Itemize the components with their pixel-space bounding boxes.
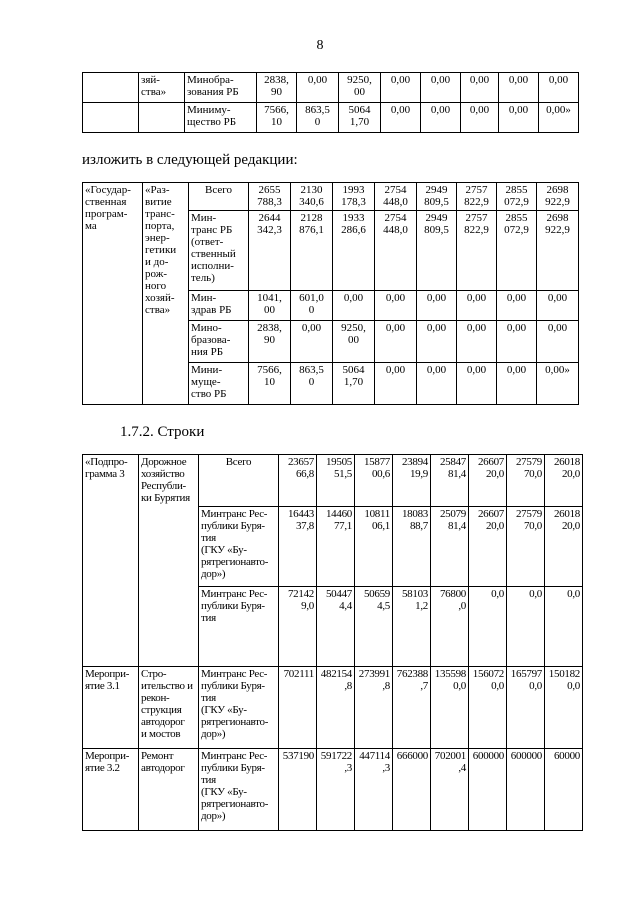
table-cell: 0,0	[545, 587, 583, 667]
table-cell: 0,00	[497, 291, 537, 321]
table-cell: 2855 072,9	[497, 183, 537, 211]
table-cell: 72142 9,0	[279, 587, 317, 667]
table-cell: 0,00	[417, 363, 457, 405]
table-cell: 0,00	[499, 103, 539, 133]
table-cell: 2128 876,1	[291, 211, 333, 291]
table-cell: 2655 788,3	[249, 183, 291, 211]
section-heading: 1.7.2. Строки	[120, 424, 205, 440]
table-cell: Всего	[199, 455, 279, 507]
table-cell: зяй- ства»	[139, 73, 185, 103]
table-cell: 2698 922,9	[537, 211, 579, 291]
table-cell: 273991 ,8	[355, 667, 393, 749]
table-cell: 25847 81,4	[431, 455, 469, 507]
measure-cell: Меропри- ятие 3.1	[83, 667, 139, 749]
table-cell: 0,00	[421, 103, 461, 133]
table-cell: 1933 286,6	[333, 211, 375, 291]
table-cell: 0,00	[497, 363, 537, 405]
table-cell: 7566, 10	[257, 103, 297, 133]
top-table	[82, 72, 579, 133]
table-cell: Мин- транс РБ (ответ- ственный исполни- тель)	[189, 211, 249, 291]
table-cell: 0,00	[417, 321, 457, 363]
table-cell: 58103 1,2	[393, 587, 431, 667]
table-cell: 27579 70,0	[507, 507, 545, 587]
table-cell: 26018 20,0	[545, 507, 583, 587]
table-cell: 0,00	[375, 363, 417, 405]
table-cell: 135598 0,0	[431, 667, 469, 749]
table-cell: Миниму- щество РБ	[185, 103, 257, 133]
table-cell: 0,00	[457, 291, 497, 321]
table-cell: 150182 0,0	[545, 667, 583, 749]
subprogram-name-cell: «Раз- витие транс- порта, энер- гетики и до- рож- ного хозяй- ства»	[143, 183, 189, 405]
table-cell: 23657 66,8	[279, 455, 317, 507]
table-row	[83, 455, 583, 507]
table-cell: 0,00	[421, 73, 461, 103]
table-cell: 0,00	[537, 291, 579, 321]
table-cell: 0,00	[381, 73, 421, 103]
table-cell: 0,00»	[537, 363, 579, 405]
table-cell: 9250, 00	[333, 321, 375, 363]
table-cell: 0,00	[461, 73, 499, 103]
table-cell: 0,00	[291, 321, 333, 363]
table-cell: 27579 70,0	[507, 455, 545, 507]
table-cell: 537190	[279, 749, 317, 831]
table-cell: 2754 448,0	[375, 211, 417, 291]
table-cell: 5064 1,70	[333, 363, 375, 405]
table-cell	[139, 103, 185, 133]
table-cell: 2130 340,6	[291, 183, 333, 211]
table-cell: Минтранс Рес- публики Буря- тия	[199, 587, 279, 667]
table-row	[83, 103, 579, 133]
table-cell: 9250, 00	[339, 73, 381, 103]
table-cell: 2949 809,5	[417, 211, 457, 291]
table-cell: 2757 822,9	[457, 211, 497, 291]
table-cell: 14460 77,1	[317, 507, 355, 587]
table-cell: 0,00	[297, 73, 339, 103]
table-cell: 0,00	[333, 291, 375, 321]
table-cell: 762388 ,7	[393, 667, 431, 749]
table-cell: 26607 20,0	[469, 455, 507, 507]
measure-title-cell: Ремонт автодорог	[139, 749, 199, 831]
table-row	[83, 183, 579, 211]
table-row	[83, 667, 583, 749]
table-cell: 10811 06,1	[355, 507, 393, 587]
subprogram-title-cell: Дорожное хозяйство Республи- ки Бурятия	[139, 455, 199, 667]
table-cell: 0,00»	[539, 103, 579, 133]
program-table	[82, 182, 579, 405]
table-cell: 0,0	[507, 587, 545, 667]
table-cell: 2838, 90	[249, 321, 291, 363]
table-cell: Всего	[189, 183, 249, 211]
instruction-text: изложить в следующей редакции:	[82, 152, 298, 168]
table-cell: 0,00	[499, 73, 539, 103]
table-cell: Мин- здрав РБ	[189, 291, 249, 321]
table-cell: 23894 19,9	[393, 455, 431, 507]
table-cell	[83, 73, 139, 103]
table-cell: 2757 822,9	[457, 183, 497, 211]
table-cell: 2855 072,9	[497, 211, 537, 291]
table-cell: Мини- муще- ство РБ	[189, 363, 249, 405]
subprogram-cell: «Подпро- грамма 3	[83, 455, 139, 667]
measure-cell: Меропри- ятие 3.2	[83, 749, 139, 831]
table-cell: Мино- бразова- ния РБ	[189, 321, 249, 363]
table-cell: 2644 342,3	[249, 211, 291, 291]
table-cell: 165797 0,0	[507, 667, 545, 749]
table-cell: 0,00	[461, 103, 499, 133]
table-cell: 2754 448,0	[375, 183, 417, 211]
table-cell: 18083 88,7	[393, 507, 431, 587]
page-number: 8	[316, 38, 324, 53]
table-cell: 0,00	[375, 291, 417, 321]
table-cell: 0,00	[457, 321, 497, 363]
table-cell: 2838, 90	[257, 73, 297, 103]
table-cell: 863,5 0	[297, 103, 339, 133]
table-cell: 0,0	[469, 587, 507, 667]
table-cell: 702001 ,4	[431, 749, 469, 831]
table-cell: 1041, 00	[249, 291, 291, 321]
table-cell: 2698 922,9	[537, 183, 579, 211]
table-cell: 0,00	[375, 321, 417, 363]
table-cell: 447114 ,3	[355, 749, 393, 831]
table-cell: 600000	[469, 749, 507, 831]
table-cell: 0,00	[497, 321, 537, 363]
table-cell: 2949 809,5	[417, 183, 457, 211]
table-cell: 0,00	[381, 103, 421, 133]
table-cell: 482154 ,8	[317, 667, 355, 749]
table-cell: 702111	[279, 667, 317, 749]
table-cell: 19505 51,5	[317, 455, 355, 507]
table-cell: 26018 20,0	[545, 455, 583, 507]
table-cell: 0,00	[539, 73, 579, 103]
table-cell: 666000	[393, 749, 431, 831]
table-cell: Минтранс Рес- публики Буря- тия (ГКУ «Бу- рятрегионавто- дор»)	[199, 507, 279, 587]
table-cell: 601,0 0	[291, 291, 333, 321]
subprogram-table	[82, 454, 583, 831]
table-cell: 863,5 0	[291, 363, 333, 405]
table-cell: 591722 ,3	[317, 749, 355, 831]
table-cell: 0,00	[457, 363, 497, 405]
table-cell: 50447 4,4	[317, 587, 355, 667]
table-cell: 0,00	[537, 321, 579, 363]
table-cell: 76800 ,0	[431, 587, 469, 667]
program-name-cell: «Государ- ственная програм- ма	[83, 183, 143, 405]
table-row	[83, 749, 583, 831]
table-cell: Минтранс Рес- публики Буря- тия (ГКУ «Бу- рятрегионавто- дор»)	[199, 749, 279, 831]
measure-title-cell: Стро- ительство и рекон- струкция автодорог и мостов	[139, 667, 199, 749]
table-cell: 5064 1,70	[339, 103, 381, 133]
table-row	[83, 73, 579, 103]
table-cell: Минтранс Рес- публики Буря- тия (ГКУ «Бу- рятрегионавто- дор»)	[199, 667, 279, 749]
table-cell: 15877 00,6	[355, 455, 393, 507]
table-cell: Минобра- зования РБ	[185, 73, 257, 103]
table-cell: 7566, 10	[249, 363, 291, 405]
table-cell: 25079 81,4	[431, 507, 469, 587]
table-cell: 50659 4,5	[355, 587, 393, 667]
table-cell	[83, 103, 139, 133]
table-cell: 156072 0,0	[469, 667, 507, 749]
table-cell: 1993 178,3	[333, 183, 375, 211]
table-cell: 16443 37,8	[279, 507, 317, 587]
table-cell: 60000	[545, 749, 583, 831]
table-cell: 600000	[507, 749, 545, 831]
table-cell: 0,00	[417, 291, 457, 321]
table-cell: 26607 20,0	[469, 507, 507, 587]
